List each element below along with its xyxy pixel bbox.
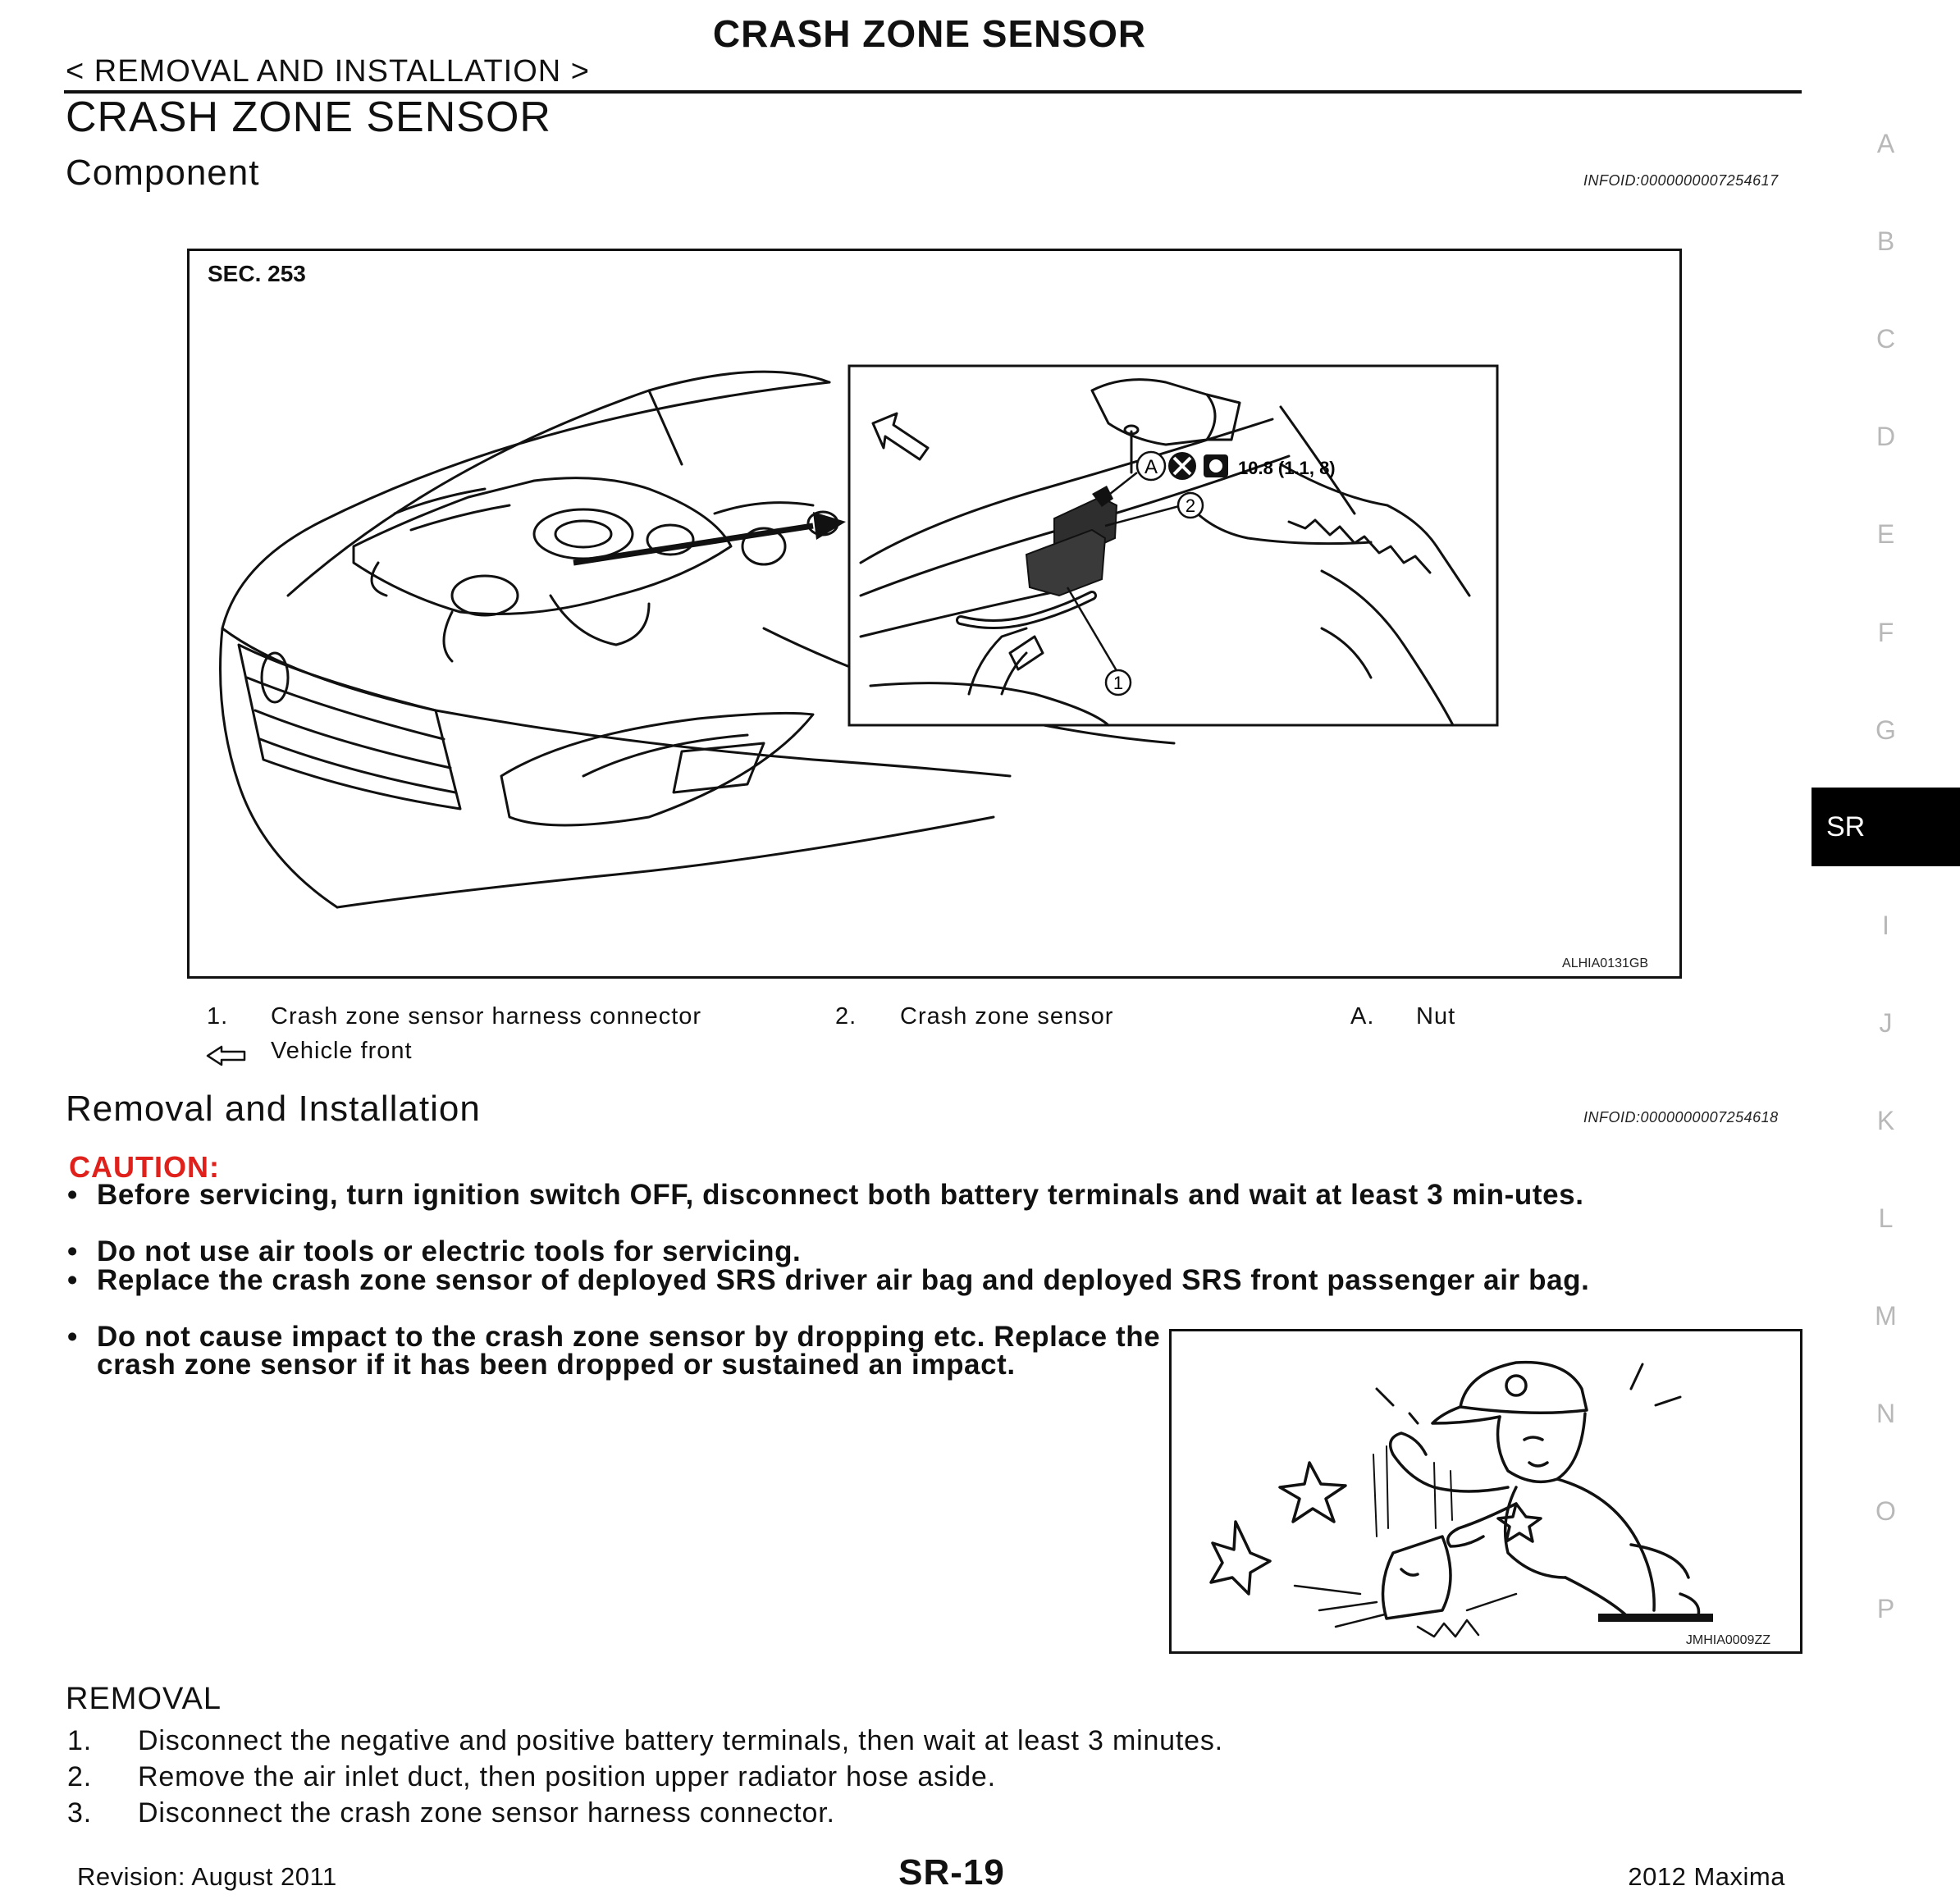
side-index-tab[interactable]: O xyxy=(1875,1496,1896,1526)
breadcrumb[interactable]: < REMOVAL AND INSTALLATION > xyxy=(66,54,590,89)
legend-label-a: Nut xyxy=(1416,1003,1456,1030)
removal-step: 2. Remove the air inlet duct, then position upper radiator hose aside. xyxy=(67,1761,996,1792)
removal-steps xyxy=(67,1723,1798,1831)
side-index-tab[interactable]: C xyxy=(1875,324,1896,354)
caution-item: • Before servicing, turn ignition switch OFF, disconnect both battery terminals and wait at least 3 min-utes. xyxy=(66,1181,1803,1238)
footer-page-number: SR-19 xyxy=(898,1852,1005,1893)
callout-2: 2 xyxy=(1185,495,1196,516)
legend-num-a: A. xyxy=(1350,1003,1375,1030)
torque-value: 10.8 (1.1, 8) xyxy=(1238,458,1336,478)
side-index-tab[interactable]: M xyxy=(1875,1301,1897,1331)
side-index-tab[interactable]: K xyxy=(1876,1106,1895,1135)
side-index-tab[interactable]: F xyxy=(1877,618,1894,647)
side-index-tab[interactable]: L xyxy=(1878,1203,1894,1233)
component-figure-code: ALHIA0131GB xyxy=(1562,957,1648,970)
page-header xyxy=(0,0,1960,98)
side-index-tab[interactable]: N xyxy=(1875,1399,1896,1428)
side-index-tab[interactable]: G xyxy=(1875,715,1896,745)
legend-num-2: 2. xyxy=(835,1003,857,1030)
callout-a: A xyxy=(1144,456,1158,478)
vehicle-engine-illustration xyxy=(190,251,1679,976)
caution-label: CAUTION: xyxy=(69,1150,220,1184)
drop-figure-code: JMHIA0009ZZ xyxy=(1685,1633,1770,1647)
removal-step: 3. Disconnect the crash zone sensor harness connector. xyxy=(67,1797,835,1829)
component-infoid: INFOID:0000000007254617 xyxy=(1583,172,1779,189)
side-index-tab[interactable]: A xyxy=(1876,129,1895,158)
caution-item: • Replace the crash zone sensor of deployed SRS driver air bag and deployed SRS front passenger air bag. xyxy=(66,1267,1803,1323)
legend-num-1: 1. xyxy=(207,1003,229,1030)
section-title: CRASH ZONE SENSOR xyxy=(66,94,551,141)
caution-item: • Do not cause impact to the crash zone sensor by dropping etc. Replace the crash zone sensor if it has been dropped or sustained an impact. xyxy=(66,1323,1184,1379)
figure-sec-label: SEC. 253 xyxy=(208,261,306,286)
vehicle-front-arrow-icon xyxy=(205,1043,248,1068)
vehicle-front-label: Vehicle front xyxy=(271,1038,413,1064)
legend-label-1: Crash zone sensor harness connector xyxy=(271,1003,702,1030)
side-index-tab[interactable]: P xyxy=(1876,1594,1895,1623)
removal-step: 1. Disconnect the negative and positive battery terminals, then wait at least 3 minutes. xyxy=(67,1725,1223,1756)
side-index-tab[interactable]: I xyxy=(1882,911,1889,940)
side-index-tab[interactable]: B xyxy=(1876,226,1895,256)
footer-revision: Revision: August 2011 xyxy=(77,1862,337,1891)
caution-item: • Do not use air tools or electric tools for servicing. xyxy=(66,1238,1803,1267)
running-title: CRASH ZONE SENSOR xyxy=(712,12,1147,55)
drop-warning-figure xyxy=(1169,1329,1802,1654)
callout-1: 1 xyxy=(1112,673,1124,693)
dropped-sensor-illustration xyxy=(1172,1331,1800,1651)
side-index-tab[interactable]: D xyxy=(1875,422,1896,451)
legend-label-2: Crash zone sensor xyxy=(900,1003,1114,1030)
side-index-tab[interactable]: J xyxy=(1879,1008,1893,1038)
removal-heading: REMOVAL xyxy=(66,1682,222,1716)
removal-installation-infoid: INFOID:0000000007254618 xyxy=(1583,1109,1779,1126)
footer-model: 2012 Maxima xyxy=(1628,1862,1785,1891)
component-figure xyxy=(187,249,1682,979)
component-heading: Component xyxy=(66,153,260,193)
side-index-tab-active[interactable]: SR xyxy=(1812,788,1960,866)
side-index-tab[interactable]: E xyxy=(1876,519,1895,549)
removal-installation-heading: Removal and Installation xyxy=(66,1089,481,1129)
